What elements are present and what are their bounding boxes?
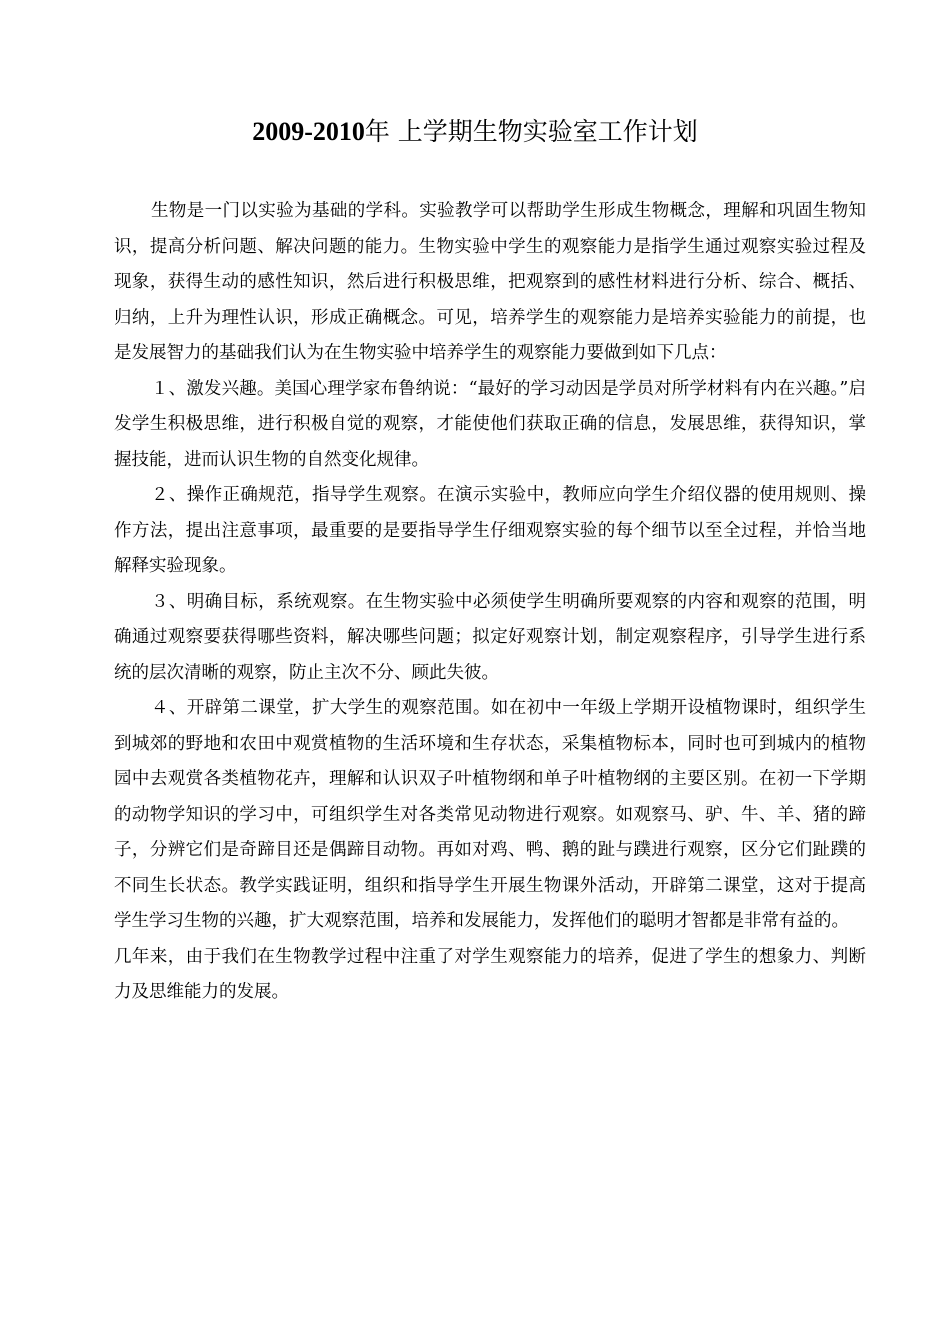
paragraph-intro: 生物是一门以实验为基础的学科。实验教学可以帮助学生形成生物概念，理解和巩固生物知识，提高分析问题、解决问题的能力。生物实验中学生的观察能力是指学生通过观察实验过程及现象，获得生动的感性知识，然后进行积极思维，把观察到的感性材料进行分析、综合、概括、归纳，上升为理性认识，形成正确概念。可见，培养学生的观察能力是培养实验能力的前提，也是发展智力的基础我们认为在生物实验中培养学生的观察能力要做到如下几点： (114, 201, 866, 363)
title-year: 2009-2010 (252, 117, 365, 146)
paragraph-point-1: １、激发兴趣。美国心理学家布鲁纳说：“最好的学习动因是学员对所学材料有内在兴趣。”启发学生积极思维，进行积极自觉的观察，才能使他们获取正确的信息，发展思维，获得知识，掌握技能，进而认识生物的自然变化规律。 (114, 378, 866, 470)
title-text: 年 上学期生物实验室工作计划 (364, 117, 698, 146)
document-title (0, 112, 950, 152)
paragraph-conclusion: 几年来，由于我们在生物教学过程中注重了对学生观察能力的培养，促进了学生的想象力、判断力及思维能力的发展。 (114, 946, 866, 1002)
paragraph-point-2: ２、操作正确规范，指导学生观察。在演示实验中，教师应向学生介绍仪器的使用规则、操作方法，提出注意事项，最重要的是要指导学生仔细观察实验的每个细节以至全过程，并恰当地解释实验现象。 (114, 485, 866, 576)
paragraph-point-4: ４、开辟第二课堂，扩大学生的观察范围。如在初中一年级上学期开设植物课时，组织学生到城郊的野地和农田中观赏植物的生活环境和生存状态，采集植物标本，同时也可到城内的植物园中去观赏各类植物花卉，理解和认识双子叶植物纲和单子叶植物纲的主要区别。在初一下学期的动物学知识的学习中，可组织学生对各类常见动物进行观察。如观察马、驴、牛、羊、猪的蹄子，分辨它们是奇蹄目还是偶蹄目动物。再如对鸡、鸭、鹅的趾与蹼进行观察，区分它们趾蹼的不同生长状态。教学实践证明，组织和指导学生开展生物课外活动，开辟第二课堂，这对于提高学生学习生物的兴趣，扩大观察范围，培养和发展能力，发挥他们的聪明才智都是非常有益的。 (114, 698, 866, 931)
paragraph-point-3: ３、明确目标，系统观察。在生物实验中必须使学生明确所要观察的内容和观察的范围，明确通过观察要获得哪些资料，解决哪些问题；拟定好观察计划，制定观察程序，引导学生进行系统的层次清晰的观察，防止主次不分、顾此失彼。 (114, 591, 866, 683)
document-body (114, 194, 866, 1011)
